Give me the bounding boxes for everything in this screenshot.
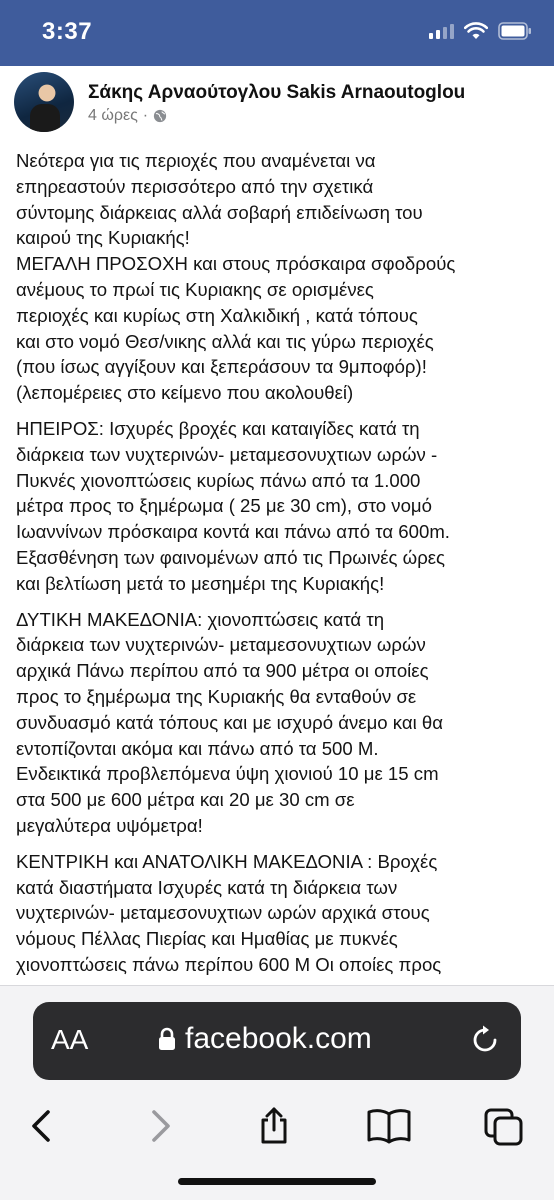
back-chevron-icon[interactable] bbox=[22, 1106, 62, 1146]
text-line: (λεπομέρειες στο κείμενο που ακολουθεί) bbox=[16, 382, 354, 404]
text-line: εντοπίζονται ακόμα και πάνω από τα 500 Μ. bbox=[16, 737, 379, 759]
address-bar[interactable] bbox=[33, 1002, 521, 1080]
text-line: ΔΥΤΙΚΗ ΜΑΚΕΔΟΝΙΑ: χιονοπτώσεις κατά τη bbox=[16, 608, 385, 630]
post-body bbox=[16, 148, 540, 988]
text-line: μέτρα προς το ξημέρωμα ( 25 με 30 cm), στο νομό bbox=[16, 495, 432, 517]
text-line: Εξασθένηση των φαινομένων από τις Πρωινές ώρες bbox=[16, 546, 446, 568]
text-line: διάρκεια των νυχτερινών- μεταμεσονυχτιων ωρών - bbox=[16, 443, 438, 465]
text-line: αρχικά Πάνω περίπου από τα 900 μέτρα οι οποίες bbox=[16, 660, 429, 682]
post-paragraph bbox=[16, 607, 540, 839]
tabs-icon[interactable] bbox=[482, 1106, 526, 1146]
text-line: μεγαλύτερα υψόμετρα! bbox=[16, 814, 203, 836]
text-line: και στο νομό Θεσ/νικης αλλά και τις γύρω περιοχές bbox=[16, 330, 434, 352]
text-line: περιοχές και κυρίως στη Χαλκιδική , κατά τόπους bbox=[16, 304, 418, 326]
cellular-signal-icon bbox=[429, 23, 454, 39]
text-line: σύντομης διάρκειας αλλά σοβαρή επιδείνωση του bbox=[16, 201, 423, 223]
post-paragraph bbox=[16, 148, 540, 406]
text-line: κατά διαστήματα Ισχυρές κατά τη διάρκεια των bbox=[16, 876, 398, 898]
post-time[interactable]: 4 ώρες bbox=[88, 107, 138, 124]
text-line: ΚΕΝΤΡΙΚΗ και ΑΝΑΤΟΛΙΚΗ ΜΑΚΕΔΟΝΙΑ : Βροχές bbox=[16, 850, 438, 872]
share-icon[interactable] bbox=[254, 1106, 294, 1146]
browser-toolbar bbox=[0, 1098, 554, 1158]
book-icon[interactable] bbox=[366, 1106, 412, 1146]
wifi-icon bbox=[464, 22, 488, 40]
lock-icon bbox=[157, 1027, 177, 1051]
text-line: Πυκνές χιονοπτώσεις κυρίως πάνω από τα 1.000 bbox=[16, 469, 421, 491]
globe-icon bbox=[153, 109, 167, 123]
reload-icon[interactable] bbox=[469, 1024, 501, 1056]
author-avatar[interactable] bbox=[14, 72, 74, 132]
post-meta bbox=[88, 107, 167, 125]
home-indicator[interactable] bbox=[178, 1178, 376, 1185]
text-line: Νεότερα για τις περιοχές που αναμένεται να bbox=[16, 150, 376, 171]
text-line: ανέμους το πρωί τις Κυριακης σε ορισμένες bbox=[16, 278, 374, 300]
text-line: στα 500 με 600 μέτρα και 20 με 30 cm σε bbox=[16, 789, 355, 811]
text-line: καιρού της Κυριακής! bbox=[16, 227, 190, 249]
status-icons bbox=[429, 22, 532, 40]
author-name[interactable]: Σάκης Αρναούτογλου Sakis Arnaoutoglou bbox=[88, 82, 466, 103]
battery-icon bbox=[498, 22, 532, 40]
text-line: προς το ξημέρωμα της Κυριακής θα ενταθούν σε bbox=[16, 685, 417, 707]
url-display[interactable] bbox=[157, 1022, 372, 1056]
text-line: διάρκεια των νυχτερινών- μεταμεσονυχτιων ωρών bbox=[16, 634, 426, 656]
text-line: επηρεαστούν περισσότερο από την σχετικά bbox=[16, 175, 374, 197]
text-line: Ενδεικτικά προβλεπόμενα ύψη χιονιού 10 με 15 cm bbox=[16, 763, 439, 785]
browser-bottom-bar bbox=[0, 985, 554, 1200]
post-paragraph bbox=[16, 849, 540, 978]
text-line: χιονοπτώσεις πάνω περίπου 600 Μ Οι οποίες προς bbox=[16, 953, 442, 975]
url-text: facebook.com bbox=[185, 1022, 372, 1055]
meta-separator: · bbox=[142, 107, 149, 124]
post-header bbox=[0, 66, 554, 146]
forward-chevron-icon[interactable] bbox=[140, 1106, 180, 1146]
text-line: (που ίσως αγγίξουν και ξεπεράσουν τα 9μποφόρ)! bbox=[16, 356, 427, 378]
text-line: και βελτίωση μετά το μεσημέρι της Κυριακής! bbox=[16, 572, 385, 594]
text-line: νυχτερινών- μεταμεσονυχτιων ωρών αρχικά στους bbox=[16, 902, 430, 924]
status-time: 3:37 bbox=[42, 18, 93, 45]
text-line: νόμους Πέλλας Πιερίας και Ημαθίας με πυκνές bbox=[16, 928, 398, 950]
text-line: ΗΠΕΙΡΟΣ: Ισχυρές βροχές και καταιγίδες κατά τη bbox=[16, 417, 420, 439]
status-bar bbox=[0, 0, 554, 66]
text-line: ΜΕΓΑΛΗ ΠΡΟΣΟΧΗ και στους πρόσκαιρα σφοδρούς bbox=[16, 253, 456, 275]
text-line: Ιωαννίνων πρόσκαιρα κοντά και πάνω από τα 600m. bbox=[16, 521, 450, 543]
text-size-button[interactable]: AA bbox=[51, 1024, 89, 1055]
text-line: συνδυασμό κατά τόπους και με ισχυρό άνεμο και θα bbox=[16, 711, 444, 733]
post-paragraph bbox=[16, 416, 540, 597]
